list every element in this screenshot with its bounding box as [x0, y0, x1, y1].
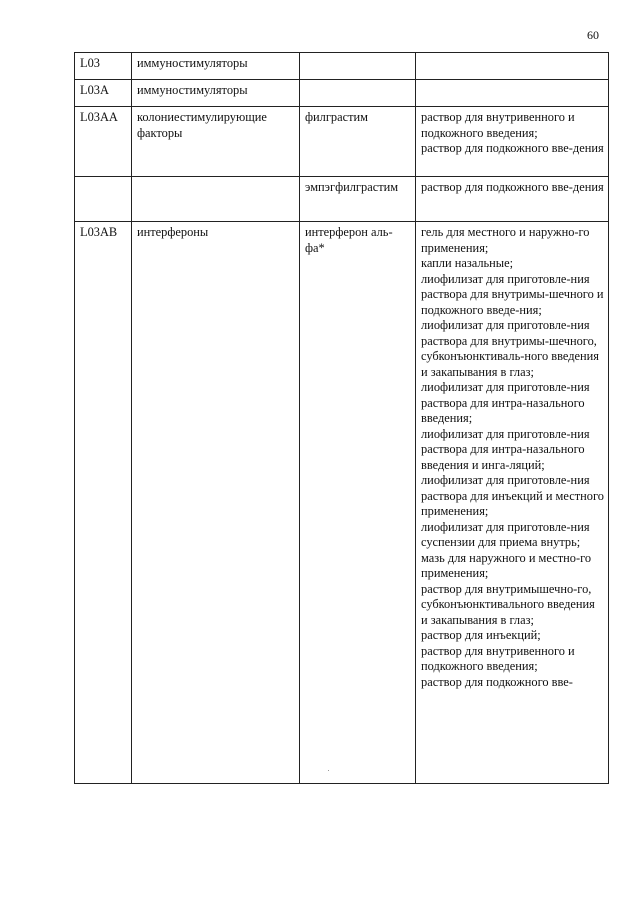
- drug-name-cell: [300, 80, 416, 107]
- dosage-form-item: раствор для инъекций;: [421, 628, 541, 642]
- scan-speck: [328, 770, 329, 771]
- drug-name-cell: интерферон аль-фа*: [300, 222, 416, 784]
- dosage-form-item: мазь для наружного и местно-го применения;: [421, 550, 592, 580]
- dosage-form-item: лиофилизат для приготовле-ния раствора для инъекций и местного применения;: [421, 473, 604, 518]
- dosage-form-item: раствор для подкожного вве-дения: [421, 180, 604, 194]
- dosage-form-item: капли назальные;: [421, 256, 514, 270]
- atc-code-cell: L03AA: [75, 107, 132, 177]
- group-cell: колониестимулирующие факторы: [132, 107, 300, 177]
- dosage-form-cell: [416, 177, 609, 222]
- table-row: [75, 107, 609, 177]
- dosage-form-cell: [416, 53, 609, 80]
- drug-name-cell: филграстим: [300, 107, 416, 177]
- atc-code-cell: L03A: [75, 80, 132, 107]
- dosage-form-item: раствор для подкожного вве-: [421, 674, 573, 689]
- dosage-form-cell: [416, 107, 609, 177]
- dosage-form-item: лиофилизат для приготовле-ния суспензии для приема внутрь;: [421, 519, 590, 549]
- dosage-form-item: раствор для внутримышечно-го, субконъюнктивального введения и закапывания в глаз;: [421, 581, 595, 627]
- dosage-form-cell: [416, 80, 609, 107]
- dosage-form-item: раствор для внутривенного и подкожного введения;: [421, 643, 575, 673]
- atc-code-cell: [75, 177, 132, 222]
- dosage-form-item: раствор для внутривенного и подкожного введения;: [421, 110, 575, 140]
- page-number: 60: [587, 28, 599, 42]
- table-row: [75, 222, 609, 784]
- table-row: [75, 53, 609, 80]
- dosage-form-item: лиофилизат для приготовле-ния раствора для интра-назального введения;: [421, 380, 590, 425]
- group-cell: иммуностимуляторы: [132, 53, 300, 80]
- dosage-form-item: раствор для подкожного вве-дения: [421, 141, 604, 155]
- drug-name-cell: [300, 53, 416, 80]
- table-row: [75, 177, 609, 222]
- atc-code-cell: L03: [75, 53, 132, 80]
- group-cell: интерфероны: [132, 222, 300, 784]
- dosage-form-item: гель для местного и наружно-го применения;: [421, 225, 590, 255]
- dosage-form-cell: [416, 222, 609, 784]
- atc-code-cell: L03AB: [75, 222, 132, 784]
- dosage-form-item: лиофилизат для приготовле-ния раствора для внутримы-шечного и подкожного введе-ния;: [421, 271, 604, 317]
- dosage-form-item: лиофилизат для приготовле-ния раствора для внутримы-шечного, субконъюнктиваль-ного введения и закапывания в глаз;: [421, 318, 599, 379]
- drug-table: [74, 52, 609, 784]
- dosage-form-item: лиофилизат для приготовле-ния раствора для интра-назального введения и инга-ляций;: [421, 426, 590, 472]
- group-cell: иммуностимуляторы: [132, 80, 300, 107]
- drug-name-cell: эмпэгфилграстим: [300, 177, 416, 222]
- group-cell: [132, 177, 300, 222]
- table-row: [75, 80, 609, 107]
